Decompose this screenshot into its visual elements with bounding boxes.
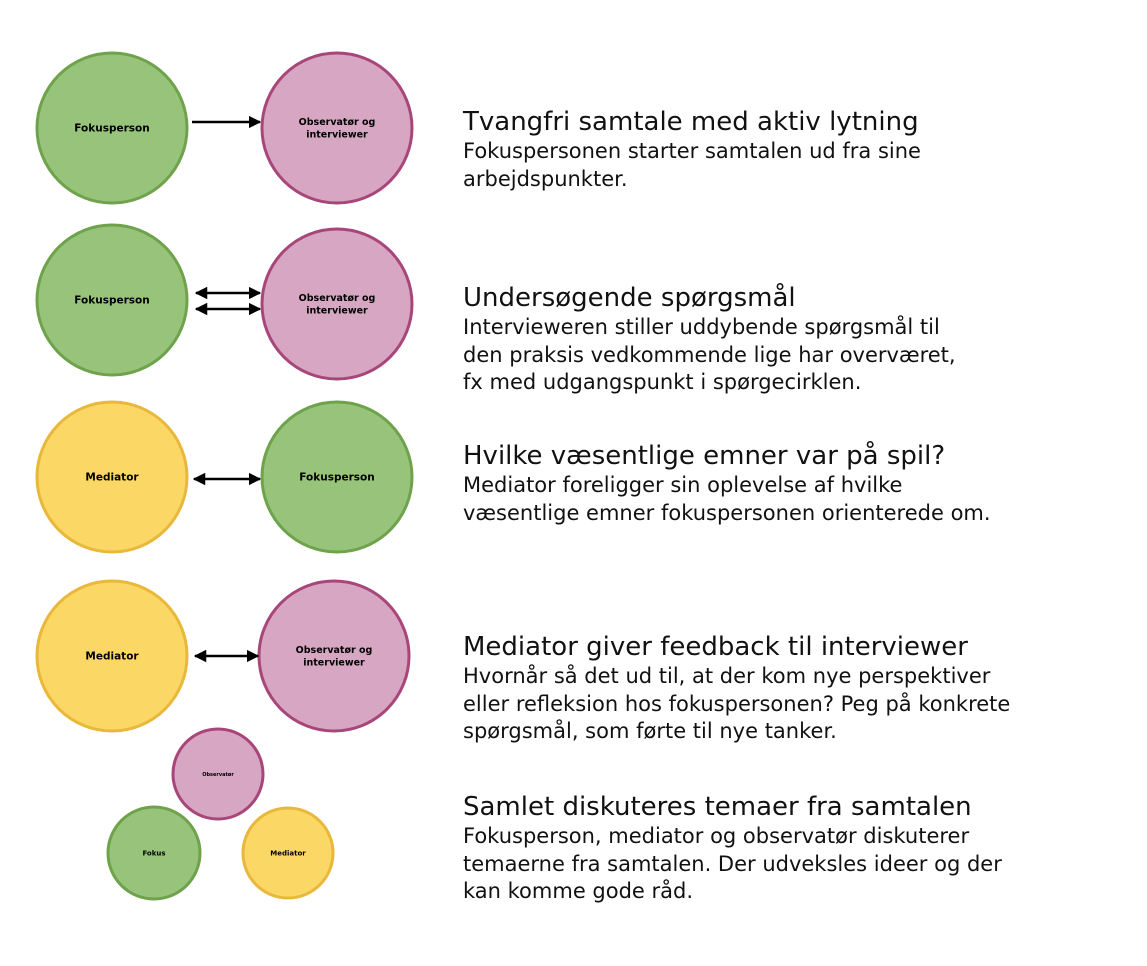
diagram-1-node-2 [262, 53, 412, 203]
diagram-4-node-1 [37, 581, 187, 731]
step-2 [463, 282, 1143, 397]
node-label: Fokus [142, 849, 166, 858]
step-1 [463, 106, 1143, 193]
step-1-title: Tvangfri samtale med aktiv lytning [463, 107, 919, 137]
node-label: Fokusperson [74, 122, 150, 135]
step-2-description: Intervieweren stiller uddybende spørgsmål til den praksis vedkommende lige har overværet, fx med udgangspunkt i spørgecirklen. [463, 315, 956, 394]
node-label: Observatør og interviewer [298, 293, 376, 317]
node-label: Mediator [85, 650, 139, 663]
diagram-1-node-1 [37, 53, 187, 203]
diagram-2-node-1 [37, 225, 187, 375]
step-3 [463, 440, 1143, 527]
diagram-5-node-1 [173, 729, 263, 819]
node-label: Observatør [202, 771, 234, 778]
step-4-title: Mediator giver feedback til interviewer [463, 632, 968, 662]
node-label: Observatør og interviewer [295, 645, 373, 669]
step-5-title: Samlet diskuteres temaer fra samtalen [463, 792, 972, 822]
node-label: Mediator [270, 849, 306, 858]
step-4-description: Hvornår så det ud til, at der kom nye perspektiver eller refleksion hos fokuspersonen? Peg på konkrete spørgsmål, som førte til nye tanker. [463, 664, 1011, 743]
diagram-4-node-2 [259, 581, 409, 731]
diagram-2-node-2 [262, 229, 412, 379]
node-label: Fokusperson [74, 294, 150, 307]
step-3-title: Hvilke væsentlige emner var på spil? [463, 441, 946, 471]
step-5 [463, 791, 1143, 906]
diagram-3-node-1 [37, 402, 187, 552]
step-5-description: Fokusperson, mediator og observatør diskuterer temaerne fra samtalen. Der udveksles ideer og der kan komme gode råd. [463, 824, 1002, 903]
diagram-3-node-2 [262, 402, 412, 552]
step-3-description: Mediator foreligger sin oplevelse af hvilke væsentlige emner fokuspersonen orienterede om. [463, 473, 991, 525]
step-4 [463, 631, 1143, 746]
node-label: Observatør og interviewer [298, 117, 376, 141]
node-label: Fokusperson [299, 471, 375, 484]
diagram-5-node-3 [243, 808, 333, 898]
diagram-5-node-2 [108, 807, 200, 899]
step-1-description: Fokuspersonen starter samtalen ud fra sine arbejdspunkter. [463, 139, 921, 191]
step-2-title: Undersøgende spørgsmål [463, 283, 796, 313]
node-label: Mediator [85, 471, 139, 484]
